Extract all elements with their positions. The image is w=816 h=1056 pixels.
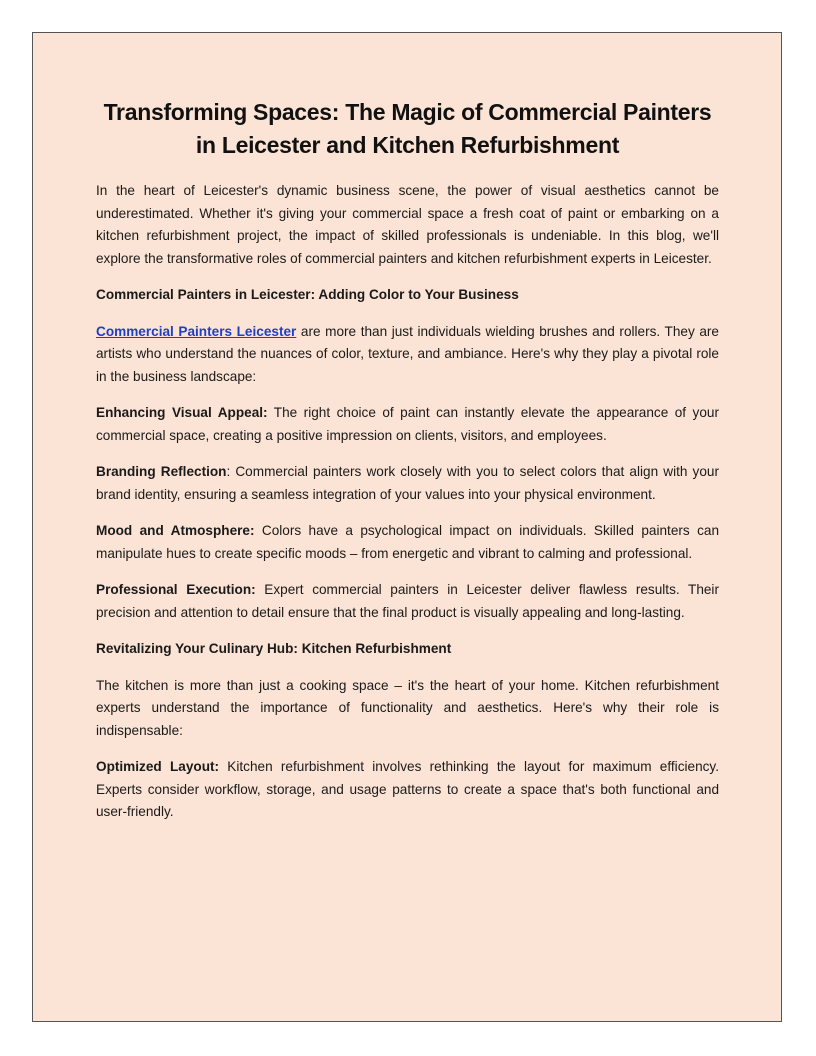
commercial-painters-intro-text: are more than just individuals wielding brushes and rollers. They are artists who understand the nuances of color, texture, and ambiance. Here's why they play a pivotal role in the business landscape: bbox=[96, 323, 719, 384]
point-paragraph bbox=[96, 579, 719, 624]
point-label: Optimized Layout: bbox=[96, 759, 220, 774]
commercial-painters-intro bbox=[96, 321, 719, 389]
point-paragraph bbox=[96, 402, 719, 447]
point-paragraph bbox=[96, 520, 719, 565]
point-text: : Commercial painters work closely with you to select colors that align with your brand identity, ensuring a seamless integration of your values into your physical environment. bbox=[96, 464, 719, 502]
point-text: Expert commercial painters in Leicester deliver flawless results. Their precision and attention to detail ensure that the final product is visually appealing and long-lasting. bbox=[96, 582, 719, 620]
section-heading-commercial-painters: Commercial Painters in Leicester: Adding Color to Your Business bbox=[96, 287, 519, 302]
point-text: Kitchen refurbishment involves rethinking the layout for maximum efficiency. Experts consider workflow, storage, and usage patterns to create a space that's both functional and user-friendly. bbox=[96, 759, 719, 819]
point-label: Mood and Atmosphere: bbox=[96, 523, 255, 538]
document-body bbox=[96, 96, 719, 838]
section-heading-kitchen-refurbishment: Revitalizing Your Culinary Hub: Kitchen Refurbishment bbox=[96, 641, 452, 656]
point-label: Enhancing Visual Appeal: bbox=[96, 405, 268, 420]
kitchen-intro-paragraph: The kitchen is more than just a cooking space – it's the heart of your home. Kitchen refurbishment experts understand the importance of functionality and aesthetics. Here's why their role is indispensable: bbox=[96, 677, 719, 738]
point-label: Professional Execution: bbox=[96, 582, 256, 597]
point-paragraph bbox=[96, 461, 719, 506]
point-label: Branding Reflection bbox=[96, 464, 227, 479]
commercial-painters-link[interactable]: Commercial Painters Leicester bbox=[96, 323, 297, 339]
page-title: Transforming Spaces: The Magic of Commercial Painters in Leicester and Kitchen Refurbishment bbox=[103, 99, 712, 158]
point-paragraph bbox=[96, 756, 719, 824]
intro-paragraph: In the heart of Leicester's dynamic business scene, the power of visual aesthetics cannot be underestimated. Whether it's giving your commercial space a fresh coat of paint or embarking on a kitchen refurbishment project, the impact of skilled professionals is undeniable. In this blog, we'll explore the transformative roles of commercial painters and kitchen refurbishment experts in Leicester. bbox=[96, 183, 719, 266]
point-text: Colors have a psychological impact on individuals. Skilled painters can manipulate hues to create specific moods – from energetic and vibrant to calming and professional. bbox=[96, 523, 719, 561]
point-text: The right choice of paint can instantly elevate the appearance of your commercial space, creating a positive impression on clients, visitors, and employees. bbox=[96, 405, 719, 443]
